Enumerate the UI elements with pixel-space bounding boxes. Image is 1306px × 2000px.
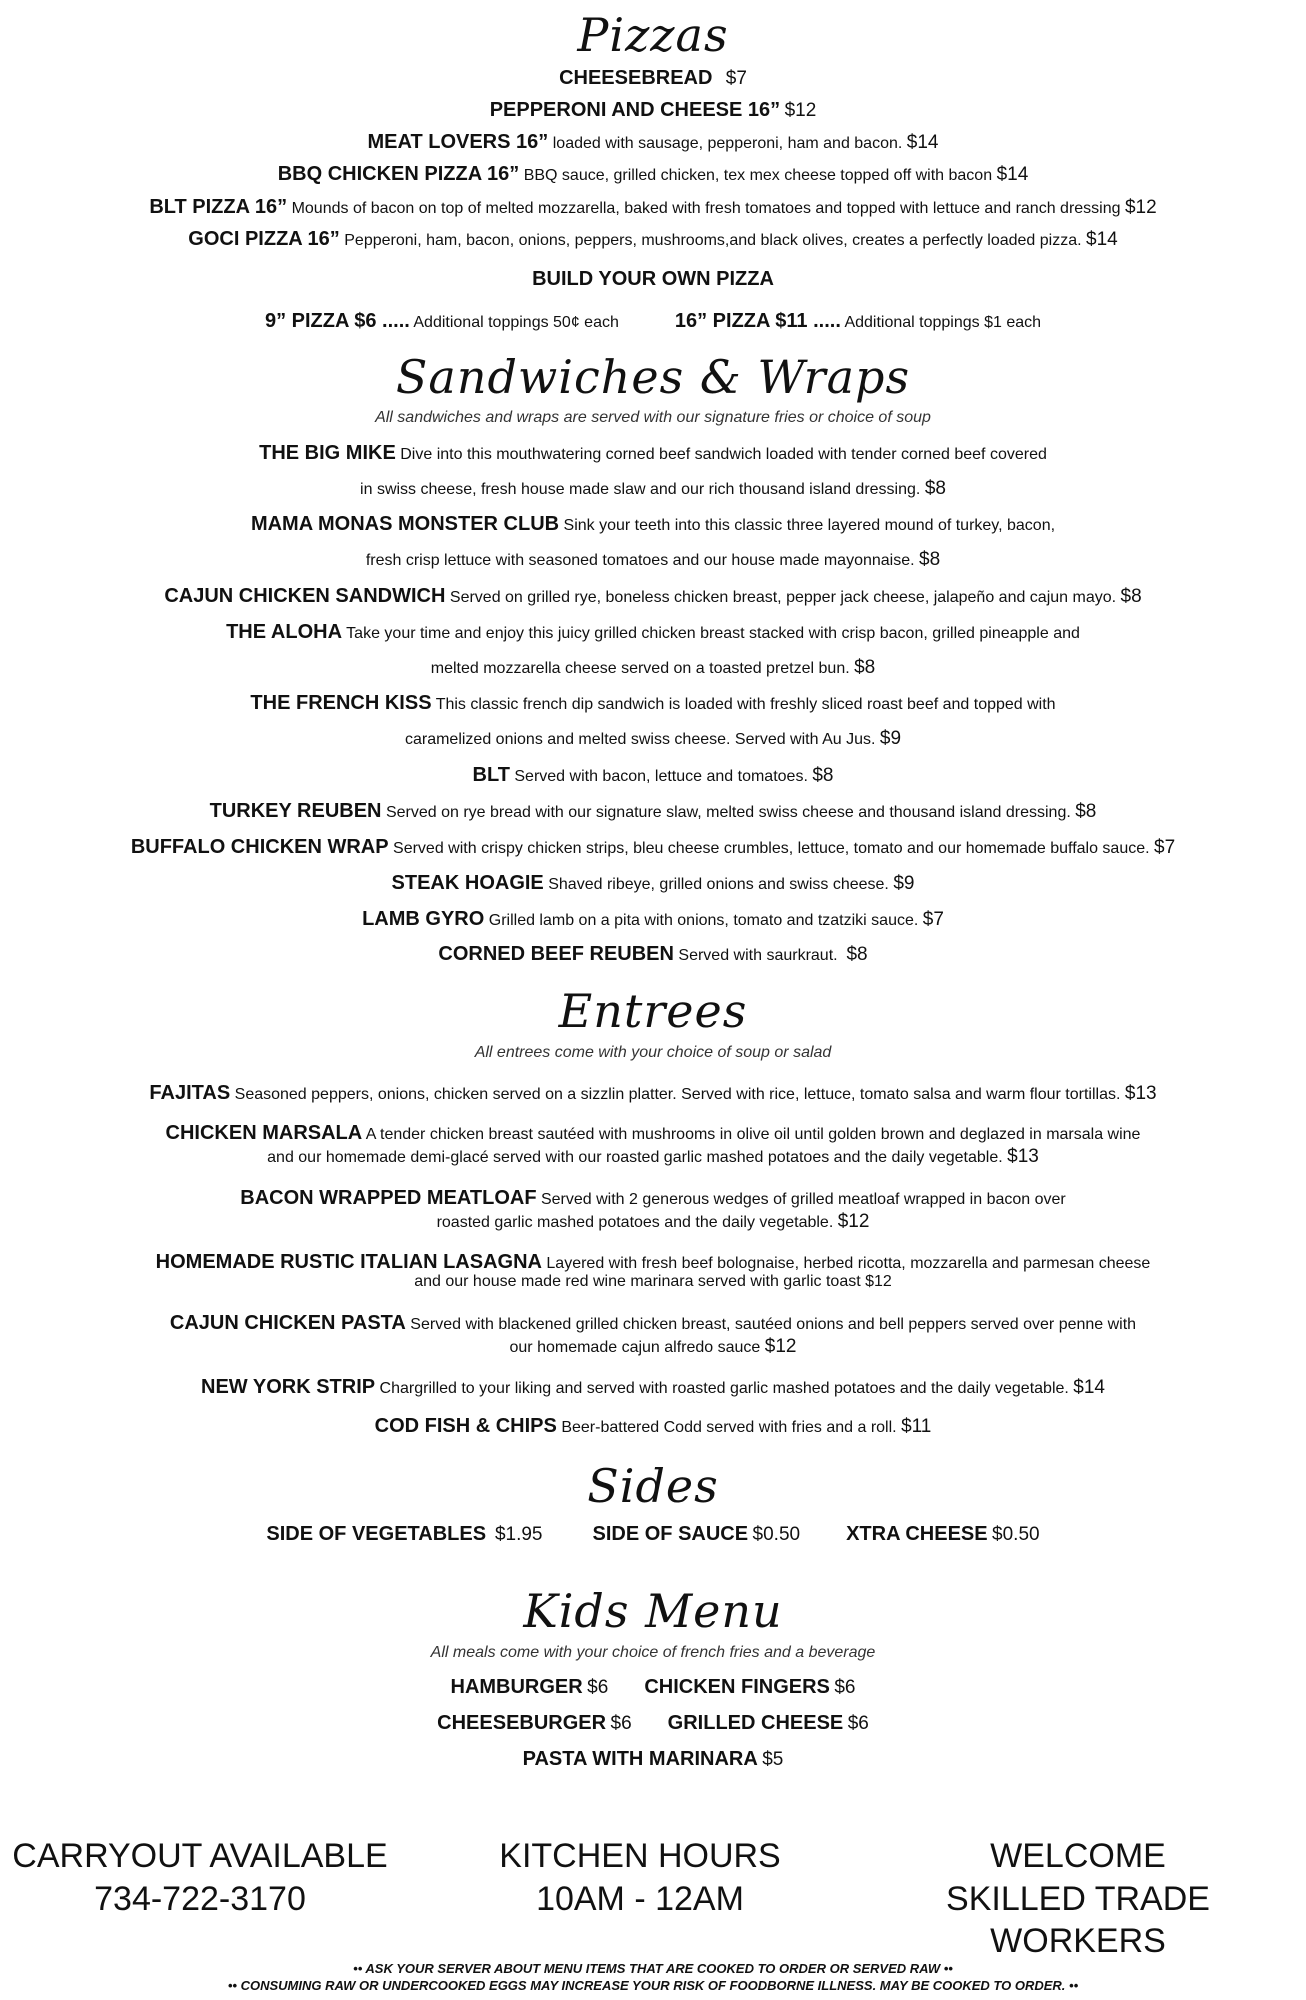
item-price: $8: [1075, 801, 1097, 822]
item-name: PEPPERONI AND CHEESE 16”: [489, 99, 781, 121]
item-name: THE FRENCH KISS: [250, 692, 432, 714]
item-price: $12: [764, 1336, 797, 1357]
kitchen-hours-value: 10AM - 12AM: [536, 1879, 744, 1918]
item-name: FAJITAS: [149, 1082, 231, 1104]
carryout-block: [0, 1835, 400, 1920]
menu-item: [0, 68, 1306, 88]
item-description: BBQ sauce, grilled chicken, tex mex cheese topped off with bacon: [523, 167, 993, 184]
item-price: $7: [725, 68, 747, 89]
build-option: [265, 311, 619, 331]
item-name: HAMBURGER: [450, 1676, 583, 1698]
item-price: $13: [1007, 1146, 1039, 1167]
item-name: SIDE OF SAUCE: [592, 1523, 749, 1545]
item-description: our homemade cajun alfredo sauce: [509, 1339, 761, 1356]
item-price: $7: [922, 909, 944, 930]
item-name: COD FISH & CHIPS: [374, 1415, 557, 1437]
item-description: roasted garlic mashed potatoes and the daily vegetable.: [436, 1214, 834, 1231]
build-title-text: BUILD YOUR OWN PIZZA: [532, 268, 774, 290]
item-price: $6: [610, 1713, 632, 1734]
item-price: $14: [1086, 229, 1118, 250]
item-name: GOCI PIZZA 16”: [188, 228, 340, 250]
item-name: MEAT LOVERS 16”: [367, 131, 549, 153]
item-price: $8: [919, 549, 941, 570]
menu-item: [0, 132, 1306, 152]
welcome-block: [854, 1835, 1302, 1963]
item-name: BLT: [472, 764, 510, 786]
entrees-heading: Entrees: [558, 984, 748, 1038]
item-name: BUFFALO CHICKEN WRAP: [130, 836, 389, 858]
item-name: THE ALOHA: [226, 621, 343, 643]
item-name: NEW YORK STRIP: [201, 1376, 376, 1398]
item-price: $8: [924, 478, 946, 499]
menu-item-continued: [0, 1212, 1306, 1231]
item-name: PASTA WITH MARINARA: [522, 1748, 758, 1770]
side-item: [266, 1524, 542, 1544]
welcome-label: WELCOME: [990, 1837, 1166, 1875]
item-name: CAJUN CHICKEN SANDWICH: [164, 585, 446, 607]
item-description: fresh crisp lettuce with seasoned tomatoes and our house made mayonnaise.: [365, 552, 915, 569]
menu-item: [0, 801, 1306, 821]
item-price: $8: [854, 657, 876, 678]
item-description: Grilled lamb on a pita with onions, tomato and tzatziki sauce.: [488, 912, 919, 929]
item-description: A tender chicken breast sautéed with mushrooms in olive oil until golden brown and deglazed in marsala wine: [365, 1126, 1141, 1143]
build-option-size: 16” PIZZA $11 .....: [674, 310, 841, 332]
item-description: Served with 2 generous wedges of grilled meatloaf wrapped in bacon over: [540, 1191, 1066, 1208]
item-name: CHICKEN FINGERS: [644, 1676, 830, 1698]
item-price: $12: [784, 100, 817, 121]
item-description: and our homemade demi-glacé served with our roasted garlic mashed potatoes and the daily vegetable.: [267, 1149, 1003, 1166]
sandwiches-heading: Sandwiches & Wraps: [395, 350, 911, 404]
menu-item: [0, 443, 1306, 463]
menu-item: [0, 837, 1306, 857]
item-name: HOMEMADE RUSTIC ITALIAN LASAGNA: [155, 1251, 542, 1273]
kids-item: [523, 1749, 784, 1769]
item-name: BACON WRAPPED MEATLOAF: [240, 1187, 537, 1209]
item-price: $6: [834, 1677, 856, 1698]
build-your-own-title: [0, 269, 1306, 289]
menu-item: [0, 100, 1306, 120]
menu-item: [0, 1188, 1306, 1208]
item-description: Served with blackened grilled chicken breast, sautéed onions and bell peppers served over penne with: [410, 1316, 1137, 1333]
item-price: $12: [1124, 197, 1157, 218]
item-description: This classic french dip sandwich is loaded with freshly sliced roast beef and topped with: [435, 696, 1056, 713]
item-price: $14: [996, 164, 1029, 185]
item-description: melted mozzarella cheese served on a toasted pretzel bun.: [430, 660, 850, 677]
item-description: Layered with fresh beef bolognaise, herbed ricotta, mozzarella and parmesan cheese: [546, 1255, 1151, 1272]
item-price: $12: [837, 1211, 870, 1232]
kids-row: [0, 1749, 1306, 1769]
item-name: LAMB GYRO: [362, 908, 485, 930]
item-price: $14: [906, 132, 939, 153]
menu-item: [0, 765, 1306, 785]
menu-item: [0, 1123, 1306, 1143]
kids-item: [644, 1677, 855, 1697]
menu-item: [0, 622, 1306, 642]
item-name: CORNED BEEF REUBEN: [438, 943, 674, 965]
item-description: Mounds of bacon on top of melted mozzarella, baked with fresh tomatoes and topped with lettuce and ranch dressing: [291, 200, 1121, 217]
item-description: Seasoned peppers, onions, chicken served on a sizzlin platter. Served with rice, lettuce, tomato salsa and warm flour tortillas.: [234, 1086, 1121, 1103]
build-option-note: Additional toppings 50¢ each: [413, 314, 619, 331]
item-description: Take your time and enjoy this juicy grilled chicken breast stacked with crisp bacon, grilled pineapple and: [346, 625, 1080, 642]
menu-item: [0, 873, 1306, 893]
item-name: XTRA CHEESE: [846, 1523, 988, 1545]
sandwiches-note: All sandwiches and wraps are served with our signature fries or choice of soup: [375, 409, 931, 426]
kids-item: [668, 1713, 869, 1733]
menu-item: [0, 1313, 1306, 1333]
menu-item: [0, 693, 1306, 713]
item-description: in swiss cheese, fresh house made slaw and our rich thousand island dressing.: [360, 481, 921, 498]
item-price: $11: [901, 1416, 932, 1437]
item-description: Served with bacon, lettuce and tomatoes.: [514, 768, 808, 785]
item-price: $7: [1154, 837, 1176, 858]
menu-item: [0, 229, 1306, 249]
menu-item: [0, 1416, 1306, 1436]
menu-item: [0, 909, 1306, 929]
item-name: CHEESEBURGER: [437, 1712, 607, 1734]
menu-item-continued: [0, 1147, 1306, 1166]
entrees-note: All entrees come with your choice of soup or salad: [474, 1044, 832, 1061]
kids-item: [437, 1713, 632, 1733]
menu-item-continued: [0, 658, 1306, 677]
menu-item: [0, 1083, 1306, 1103]
item-price: $5: [762, 1749, 784, 1770]
carryout-label: CARRYOUT AVAILABLE: [12, 1837, 388, 1875]
build-option-note: Additional toppings $1 each: [844, 314, 1042, 331]
item-description: Served with saurkraut.: [678, 947, 838, 964]
kids-item: [451, 1677, 609, 1697]
item-description: and our house made red wine marinara served with garlic toast $12: [414, 1273, 892, 1290]
item-description: Pepperoni, ham, bacon, onions, peppers, mushrooms,and black olives, creates a perfectly loaded pizza.: [344, 232, 1082, 249]
item-price: $6: [847, 1713, 869, 1734]
item-description: Beer-battered Codd served with fries and a roll.: [561, 1419, 897, 1436]
item-name: CAJUN CHICKEN PASTA: [169, 1312, 406, 1334]
item-name: SIDE OF VEGETABLES: [266, 1523, 487, 1545]
kids-heading: Kids Menu: [523, 1584, 783, 1638]
item-name: MAMA MONAS MONSTER CLUB: [250, 513, 560, 535]
item-name: CHICKEN MARSALA: [165, 1122, 363, 1144]
kids-note: All meals come with your choice of french fries and a beverage: [430, 1644, 876, 1661]
kids-row: [0, 1713, 1306, 1733]
item-price: $8: [812, 765, 834, 786]
item-name: BLT PIZZA 16”: [149, 196, 288, 218]
item-price: $13: [1124, 1083, 1157, 1104]
item-name: STEAK HOAGIE: [391, 872, 544, 894]
pizzas-heading: Pizzas: [577, 8, 729, 62]
menu-item-continued: [0, 1337, 1306, 1356]
item-name: GRILLED CHEESE: [667, 1712, 844, 1734]
item-price: $9: [893, 873, 915, 894]
item-description: caramelized onions and melted swiss cheese. Served with Au Jus.: [404, 731, 876, 748]
item-price: $14: [1073, 1377, 1105, 1398]
item-price: $0.50: [752, 1524, 801, 1545]
item-name: CHEESEBREAD: [559, 67, 713, 89]
item-description: loaded with sausage, pepperoni, ham and bacon.: [552, 135, 903, 152]
side-item: [593, 1524, 801, 1544]
kitchen-hours-block: [440, 1835, 840, 1920]
item-description: Served on rye bread with our signature slaw, melted swiss cheese and thousand island dressing.: [385, 804, 1071, 821]
item-name: THE BIG MIKE: [259, 442, 396, 464]
menu-item: [0, 197, 1306, 217]
item-price: $6: [587, 1677, 609, 1698]
menu-item-continued: [0, 550, 1306, 569]
sides-heading: Sides: [587, 1459, 719, 1513]
item-description: Served on grilled rye, boneless chicken breast, pepper jack cheese, jalapeño and cajun mayo.: [449, 589, 1117, 606]
item-price: $8: [1120, 586, 1142, 607]
item-price: $1.95: [494, 1524, 543, 1545]
menu-item: [0, 514, 1306, 534]
menu-item: [0, 1377, 1306, 1397]
build-option: [675, 311, 1041, 331]
item-price: $0.50: [992, 1524, 1040, 1545]
kitchen-hours-label: KITCHEN HOURS: [499, 1837, 781, 1875]
menu-item: [0, 1252, 1306, 1272]
item-name: BBQ CHICKEN PIZZA 16”: [277, 163, 520, 185]
phone-number: 734-722-3170: [94, 1879, 306, 1918]
item-description: Shaved ribeye, grilled onions and swiss cheese.: [548, 876, 889, 893]
disclaimer-line: •• CONSUMING RAW OR UNDERCOOKED EGGS MAY INCREASE YOUR RISK OF FOODBORNE ILLNESS. MAY BE COOKED TO ORDER. ••: [227, 1978, 1079, 1993]
item-description: Sink your teeth into this classic three layered mound of turkey, bacon,: [563, 517, 1056, 534]
welcome-audience: SKILLED TRADE WORKERS: [946, 1879, 1210, 1960]
item-price: $9: [879, 728, 902, 749]
menu-item-continued: [0, 1274, 1306, 1290]
menu-item-continued: [0, 729, 1306, 748]
item-description: Served with crispy chicken strips, bleu cheese crumbles, lettuce, tomato and our homemade buffalo sauce.: [393, 840, 1150, 857]
build-your-own-row: [0, 311, 1306, 331]
disclaimer-line: •• ASK YOUR SERVER ABOUT MENU ITEMS THAT ARE COOKED TO ORDER OR SERVED RAW ••: [353, 1961, 953, 1976]
build-option-size: 9” PIZZA $6 .....: [264, 310, 410, 332]
menu-item: [0, 944, 1306, 964]
menu-item-continued: [0, 479, 1306, 498]
item-description: Chargrilled to your liking and served with roasted garlic mashed potatoes and the daily vegetable.: [379, 1380, 1069, 1397]
kids-row: [0, 1677, 1306, 1697]
sides-row: [0, 1524, 1306, 1544]
item-price: $8: [846, 944, 868, 965]
item-name: TURKEY REUBEN: [209, 800, 382, 822]
item-description: Dive into this mouthwatering corned beef sandwich loaded with tender corned beef covered: [400, 446, 1047, 463]
menu-item: [0, 164, 1306, 184]
side-item: [846, 1524, 1040, 1544]
menu-item: [0, 586, 1306, 606]
